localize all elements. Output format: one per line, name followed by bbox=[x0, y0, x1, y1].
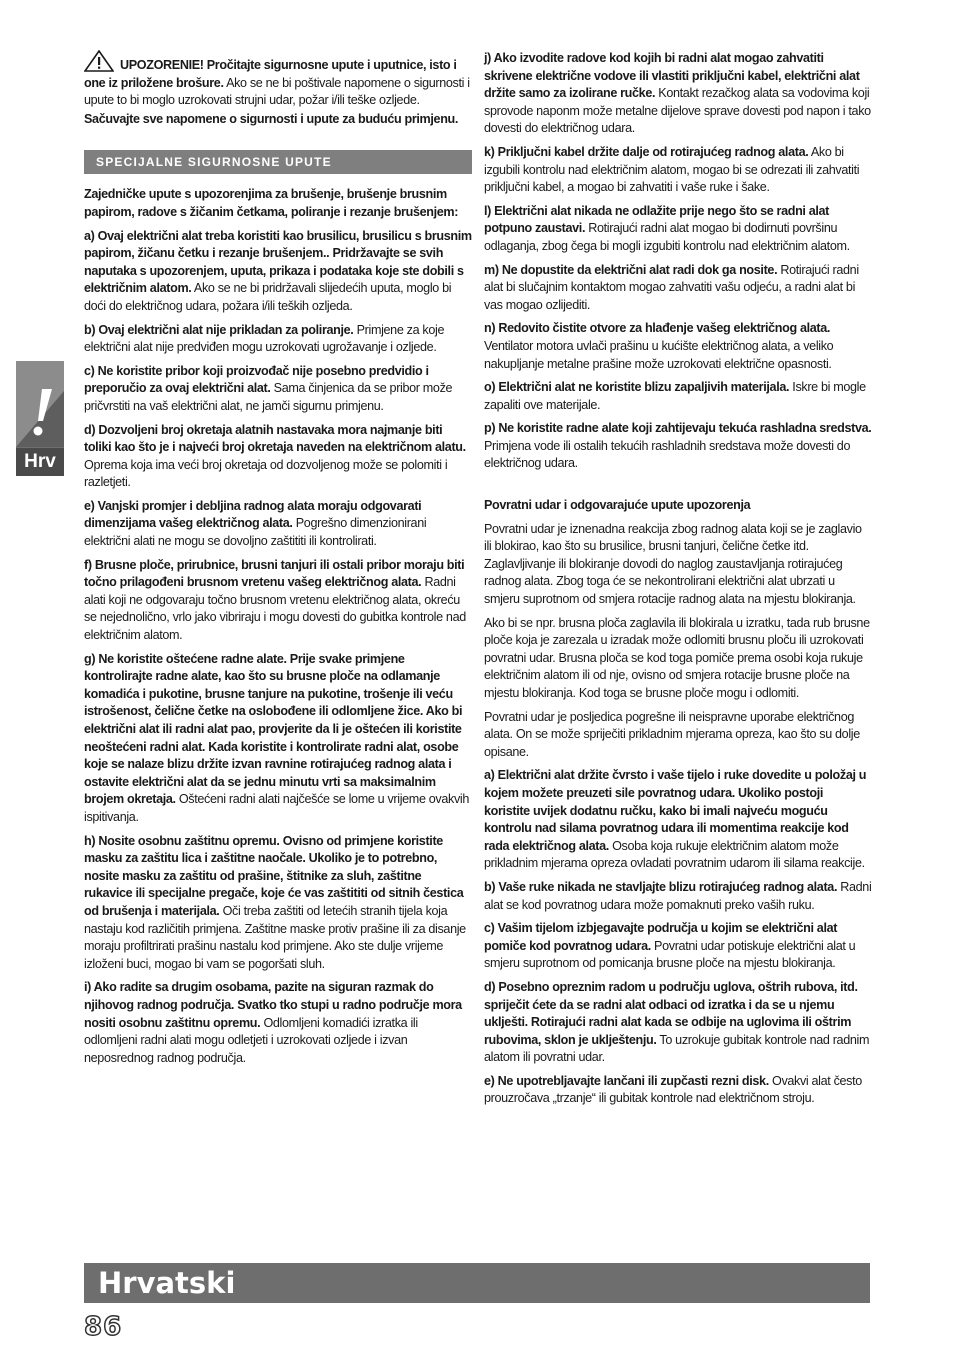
save-note-text: Sačuvajte sve napomene o sigurnosti i upute za buduću primjenu. bbox=[84, 111, 459, 126]
kickback-plain-list bbox=[484, 521, 872, 762]
warning-exclamation-icon bbox=[16, 361, 64, 447]
kickback-description-text: Povratni udar je iznenadna reakcija zbog radnog alata koji se je zaglavio ili blokirao, kao što su brusilice, brusni tanjuri, čelične četke itd. Zaglavljivanje ili blokiranje dovodi do naglog zaustavljanja rotirajućeg radnog alata. Zbog toga će se nekontrolirani električni alat ubrzati u smjeru suprotnom od smjera rotacije radnog alata na mjestu blokiranja. bbox=[484, 521, 862, 607]
section-title-bar: SPECIJALNE SIGURNOSNE UPUTE bbox=[84, 150, 472, 174]
safety-rule-paragraph bbox=[84, 322, 472, 357]
safety-rule-text: Iskre bi mogle zapaliti ove materijale. bbox=[484, 380, 866, 412]
safety-rule-text: Oštećeni radni alati najčešće se lome u vrijeme ovakvih ispitivanja. bbox=[84, 792, 469, 824]
safety-rule-bold-lead: n) Redovito čistite otvore za hlađenje vašeg električnog alata. bbox=[484, 321, 831, 336]
safety-rule-paragraph bbox=[84, 228, 472, 316]
kickback-rule-paragraph bbox=[484, 879, 872, 914]
safety-rule-text: Kontakt rezačkog alata sa vodovima koji sprovode naponm može metalne dijelove sprave dovesti pod napon i tako dovesti do električnog udara. bbox=[484, 86, 871, 136]
safety-rule-bold-lead: m) Ne dopustite da električni alat radi dok ga nosite. bbox=[484, 262, 778, 277]
kickback-title: Povratni udar i odgovarajuće upute upozorenja bbox=[484, 498, 751, 513]
left-column bbox=[84, 50, 472, 1073]
safety-rule-bold-lead: l) Električni alat nikada ne odlažite prije nego što se radni alat potpuno zaustavi. bbox=[484, 203, 830, 236]
right-column bbox=[484, 50, 872, 1114]
safety-rule-text: Pogrešno dimenzionirani električni alati ne mogu se dovoljno zaštititi ili kontrolirati. bbox=[84, 516, 427, 549]
warning-triangle-icon bbox=[84, 50, 114, 72]
language-side-tab bbox=[16, 361, 64, 476]
kickback-rule-paragraph bbox=[484, 1073, 872, 1108]
intro-text: Zajedničke upute s upozorenjima za brušenje, brušenje brusnim papirom, radove s žičanim četkama, poliranje i rezanje brušenjem: bbox=[84, 187, 459, 219]
safety-rule-bold-lead: f) Brusne ploče, prirubnice, brusni tanjuri ili ostali pribor moraju biti točno prilagođeni brusnom vretenu vašeg električnog alata. bbox=[84, 557, 465, 590]
safety-rule-bold-lead: d) Dozvoljeni broj okretaja alatnih nastavaka mora najmanje biti toliki kao što je i najveći broj okretaja naveden na električnom alatu. bbox=[84, 422, 466, 455]
warning-paragraph bbox=[84, 50, 472, 110]
safety-rule-paragraph bbox=[484, 320, 872, 373]
footer-language-bar: Hrvatski bbox=[84, 1263, 870, 1303]
intro-paragraph bbox=[84, 186, 472, 221]
kickback-rule-text: Osoba koja rukuje električnim alatom može prikladnim mjerama opreza ovladati povratnim udarom ili silama reakcije. bbox=[484, 838, 865, 871]
safety-rule-bold-lead: i) Ako radite sa drugim osobama, pazite na siguran razmak do njihovog radnog područja. Svatko tko stupi u radno područje mora nositi osobnu zaštitnu opremu. bbox=[84, 980, 462, 1030]
kickback-rule-text: Povratni udar potiskuje električni alat u smjeru suprotnom od pomicanja brusne ploče na mjestu blokiranja. bbox=[484, 938, 856, 971]
safety-rule-bold-lead: o) Električni alat ne koristite blizu zapaljivih materijala. bbox=[484, 380, 790, 395]
safety-rule-text: Rotirajući radni alat mogao bi dodirnuti površinu odlaganja, zbog čega bi mogli izgubiti kontrolu nad električnim alatom. bbox=[484, 221, 850, 253]
safety-rule-text: Primjena vode ili ostalih tekućih rashladnih sredstava može dovesti do električnog udara. bbox=[484, 438, 851, 471]
safety-rule-paragraph bbox=[84, 422, 472, 492]
kickback-rule-bold-lead: d) Posebno opreznim radom u području uglova, oštrih rubova, itd. spriječit ćete da se radni alat odbaci od izratka i da se u njemu uklješti. Rotirajući radni alat kada se odbije na uglovima ili oštrim rubovima, sklon je uklještenju. bbox=[484, 979, 858, 1047]
safety-rule-text: Sama činjenica da se pribor može pričvrstiti na vaš električni alat, ne jamči sigurnu primjenu. bbox=[84, 381, 453, 413]
safety-rule-bold-lead: k) Priključni kabel držite dalje od rotirajućeg radnog alata. bbox=[484, 144, 809, 159]
page-number: 86 bbox=[84, 1312, 123, 1342]
warning-bold: UPOZORENIE! Pročitajte sigurnosne upute i uputnice, isto i one iz priložene brošure. bbox=[84, 58, 457, 90]
kickback-rule-text: To uzrokuje gubitak kontrole nad radnim alatom ili povratni udar. bbox=[484, 1032, 870, 1065]
safety-rule-text: Oprema koja ima veći broj okretaja od dozvoljenog može se polomiti i razletjeti. bbox=[84, 457, 448, 490]
safety-rule-text: Oči treba zaštiti od letećih stranih tijela koja nastaju kod različitih primjena. Zaštitne maske protiv prašine ili za disanje moraju profiltrirati prašinu nastalu kod primjene. Ako ste dulje vrijeme izloženi buci, mogao bi vam se pogoršati sluh. bbox=[84, 903, 466, 971]
kickback-description-text: Ako bi se npr. brusna ploča zaglavila ili blokirala u izratku, tada rub brusne ploče koja je zarezala u izradak može odlomiti brusnu ploču ili uzrokovati povratni udar. Brusna ploča se kod toga pomiče prema osobi koja rukuje električnim alatom ili od nje, ovisno od smjera rotacije brusne ploče na mjestu blokiranja. Kod toga se brusne ploče mogu i odlomiti. bbox=[484, 615, 870, 700]
right-paragraph-list bbox=[484, 50, 872, 473]
safety-rule-paragraph bbox=[484, 50, 872, 138]
kickback-rule-bold-lead: c) Vašim tijelom izbjegavajte područja u kojim se električni alat pomiče kod povratnog udara. bbox=[484, 921, 838, 953]
kickback-description-text: Povratni udar je posljedica pogrešne ili neispravne uporabe električnog alata. On se može spriječiti prikladnim mjerama opreza, kao što su dolje opisane. bbox=[484, 709, 860, 759]
safety-rule-paragraph bbox=[84, 363, 472, 416]
safety-rule-bold-lead: h) Nosite osobnu zaštitnu opremu. Ovisno od primjene koristite masku za zaštitu lica i zaštitne naočale. Ukoliko je to potrebno, nosite masku za zaštitu od prašine, štitnike za sluh, zaštitne rukavice ili specijalne pregače, koje će vas zaštititi od sitnih čestica od brušenja i materijala. bbox=[84, 833, 464, 918]
safety-rule-bold-lead: c) Ne koristite pribor koji proizvođač nije posebno predvidio i preporučio za ovaj električni alat. bbox=[84, 363, 429, 396]
safety-rule-text: Odlomljeni komadići izratka ili odlomljeni radni alati mogu odletjeti i uzrokovati ozljede i izvan neposrednog radnog područja. bbox=[84, 1015, 418, 1065]
safety-rule-paragraph bbox=[484, 144, 872, 197]
kickback-rule-bold-lead: a) Električni alat držite čvrsto i vaše tijelo i ruke dovedite u položaj u kojem možete preuzeti sile povratnog udara. Ukoliko postoji koristite uvijek dodatnu ručku, kako bi imali najveću moguću kontrolu nad silama povratnog udara ili momentima reakcije kod rada električnog alata. bbox=[484, 768, 867, 853]
kickback-rule-paragraph bbox=[484, 920, 872, 973]
safety-rule-bold-lead: b) Ovaj električni alat nije prikladan za poliranje. bbox=[84, 322, 354, 337]
safety-rule-paragraph bbox=[484, 262, 872, 315]
safety-rule-text: Primjene za koje električni alat nije predviđen mogu uzrokovati ugrožavanje i ozljede. bbox=[84, 322, 445, 355]
safety-rule-text: Rotirajući radni alat bi slučajnim kontaktom mogao zahvatiti vašu odjeću, a radni alat bi vas mogao ozlijediti. bbox=[484, 262, 859, 312]
safety-rule-bold-lead: j) Ako izvodite radove kod kojih bi radni alat mogao zahvatiti skrivene električne vodove ili vlastiti priključni kabel, električni alat držite samo za izolirane ručke. bbox=[484, 51, 860, 101]
kickback-rule-text: Radni alat se kod povratnog udara može pomaknuti preko vaših ruku. bbox=[484, 879, 872, 912]
kickback-rule-bold-lead: e) Ne upotrebljavajte lančani ili zupčasti rezni disk. bbox=[484, 1073, 769, 1088]
safety-rule-text: Radni alati koji ne odgovaraju točno brusnom vretenu električnog alata, okreću se nejednolično, vrlo jako vibriraju i mogu dovesti do gubitka kontrole nad električnim alatom. bbox=[84, 575, 466, 643]
safety-rule-paragraph bbox=[84, 979, 472, 1067]
kickback-description-paragraph bbox=[484, 709, 872, 762]
safety-rule-bold-lead: a) Ovaj električni alat treba koristiti kao brusilicu, brusilicu s brusnim papirom, žičanu četku i rezanje brušenjem.. Pridržavajte se svih naputaka s upozorenjem, uputa, prikaza i podataka koje ste dobili s električnim alatom. bbox=[84, 228, 472, 296]
safety-rule-paragraph bbox=[84, 833, 472, 974]
safety-rule-text: Ako bi izgubili kontrolu nad električnim alatom, mogao bi se odrezati ili zahvatiti priključni kabel, a mogao bi zahvatiti i vaše ruke i šake. bbox=[484, 144, 860, 195]
safety-rule-text: Ventilator motora uvlači prašinu u kućište električnog alata, a veliko nakupljanje metalne prašine može uzrokovati električne opasnosti. bbox=[484, 338, 834, 371]
warning-text: Ako se ne bi poštivale napomene o sigurnosti i upute to bi moglo uzrokovati strujni udar, požar i/ili teške ozljede. bbox=[84, 75, 470, 108]
safety-rule-paragraph bbox=[84, 651, 472, 827]
safety-rule-paragraph bbox=[84, 557, 472, 645]
safety-rule-paragraph bbox=[484, 379, 872, 414]
safety-rule-bold-lead: p) Ne koristite radne alate koji zahtijevaju tekuća rashladna sredstva. bbox=[484, 421, 872, 436]
kickback-rule-paragraph bbox=[484, 979, 872, 1067]
side-tab-label: Hrv bbox=[16, 448, 64, 476]
kickback-description-paragraph bbox=[484, 615, 872, 703]
kickback-rule-text: Ovakvi alat često prouzročava „trzanje“ ili gubitak kontrole nad električnom stroju. bbox=[484, 1073, 862, 1106]
kickback-rule-bold-lead: b) Vaše ruke nikada ne stavljajte blizu rotirajućeg radnog alata. bbox=[484, 879, 838, 894]
left-paragraph-list bbox=[84, 228, 472, 1068]
safety-rule-bold-lead: e) Vanjski promjer i debljina radnog alata moraju odgovarati dimenzijama vašeg električnog alata. bbox=[84, 498, 422, 531]
safety-rule-paragraph bbox=[484, 420, 872, 473]
save-note bbox=[84, 111, 472, 129]
safety-rule-paragraph bbox=[84, 498, 472, 551]
safety-rule-text: Ako se ne bi pridržavali slijedećih uputa, moglo bi doći do električnog udara, požara i/ili teških ozljeda. bbox=[84, 281, 452, 313]
kickback-description-paragraph bbox=[484, 521, 872, 609]
safety-rule-paragraph bbox=[484, 203, 872, 256]
safety-rule-bold-lead: g) Ne koristite oštećene radne alate. Prije svake primjene kontrolirajte radne alate, kao što su brusne ploče na odlamanje komadića i pukotine, brusne tanjure na pukotine, trošenje ili veću istrošenost, čelične četke na oslobođene ili odlomljene žice. Ako bi električni alat ili radni alat pao, provjerite da li je oštećen ili koristite neoštećeni radni alat. Kada koristite i kontrolirate radni alat, osobe koje se nalaze blizu držite izvan ravnine rotirajućeg radnog alata i ostavite električni alat da se jednu minutu vrti sa maksimalnim brojem okretaja. bbox=[84, 651, 463, 807]
kickback-item-list bbox=[484, 767, 872, 1108]
kickback-rule-paragraph bbox=[484, 767, 872, 873]
